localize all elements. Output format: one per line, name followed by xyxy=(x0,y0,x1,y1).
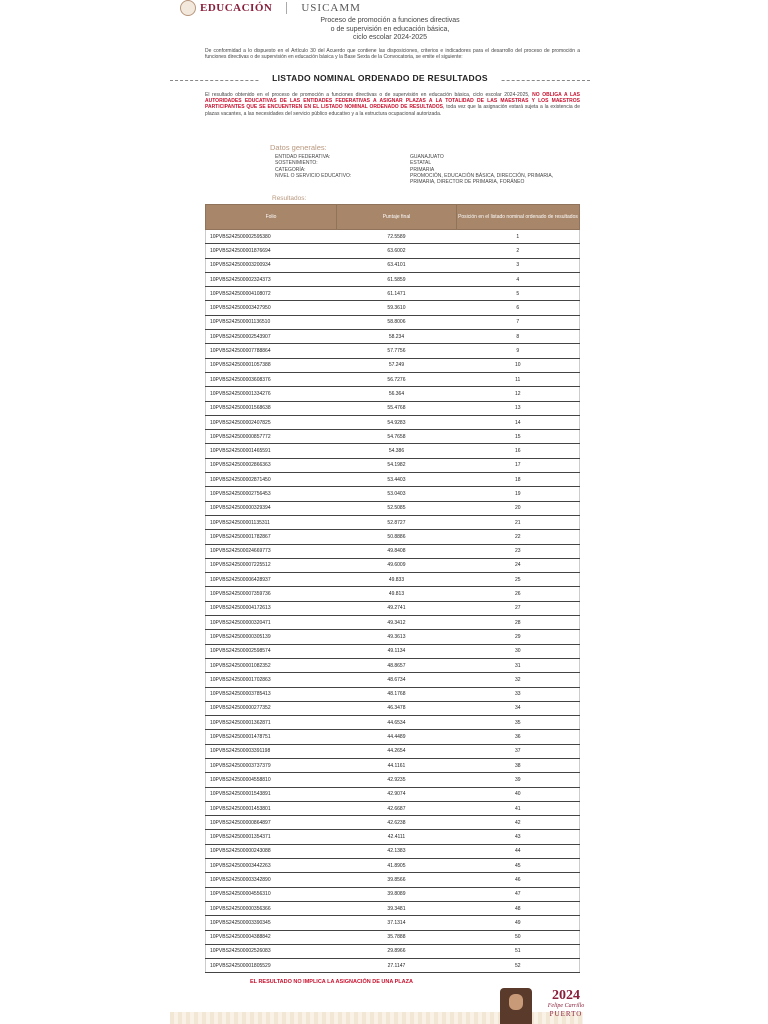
posicion-cell: 33 xyxy=(456,687,579,701)
table-row xyxy=(206,544,580,558)
folio-cell: 10PVBS242500006428937 xyxy=(206,573,337,587)
posicion-cell: 24 xyxy=(456,558,579,572)
table-row xyxy=(206,916,580,930)
folio-cell: 10PVBS242500003785413 xyxy=(206,687,337,701)
posicion-cell: 19 xyxy=(456,487,579,501)
datos-generales xyxy=(275,154,570,185)
table-row xyxy=(206,887,580,901)
posicion-cell: 35 xyxy=(456,716,579,730)
brand-place: PUERTO xyxy=(549,1010,583,1018)
table-row xyxy=(206,859,580,873)
table-row xyxy=(206,844,580,858)
posicion-cell: 4 xyxy=(456,272,579,286)
table-row xyxy=(206,230,580,244)
notice-part-1: El resultado obtenido en el proceso de promoción a funciones directivas o de supervisión en educación básica, ciclo escolar 2024-2025, xyxy=(205,92,533,98)
folio-cell: 10PVBS242500001702863 xyxy=(206,673,337,687)
puntaje-cell: 59.3610 xyxy=(336,301,456,315)
posicion-cell: 5 xyxy=(456,287,579,301)
puntaje-cell: 53.4403 xyxy=(336,473,456,487)
puntaje-cell: 48.1768 xyxy=(336,687,456,701)
posicion-cell: 11 xyxy=(456,372,579,386)
posicion-cell: 17 xyxy=(456,458,579,472)
table-row xyxy=(206,801,580,815)
folio-cell: 10PVBS242500001453801 xyxy=(206,801,337,815)
folio-cell: 10PVBS242500003737379 xyxy=(206,758,337,772)
puntaje-cell: 54.7658 xyxy=(336,430,456,444)
posicion-cell: 14 xyxy=(456,415,579,429)
table-row xyxy=(206,630,580,644)
puntaje-cell: 54.1982 xyxy=(336,458,456,472)
table-row xyxy=(206,687,580,701)
table-row xyxy=(206,644,580,658)
puntaje-cell: 42.6238 xyxy=(336,816,456,830)
posicion-cell: 9 xyxy=(456,344,579,358)
table-row xyxy=(206,344,580,358)
folio-cell: 10PVBS242500004558810 xyxy=(206,773,337,787)
table-row xyxy=(206,244,580,258)
table-row xyxy=(206,658,580,672)
folio-cell: 10PVBS242500001465591 xyxy=(206,444,337,458)
table-row xyxy=(206,330,580,344)
folio-cell: 10PVBS242500004108072 xyxy=(206,287,337,301)
folio-cell: 10PVBS242500000864897 xyxy=(206,816,337,830)
puntaje-cell: 56.7276 xyxy=(336,372,456,386)
puntaje-cell: 57.249 xyxy=(336,358,456,372)
puntaje-cell: 42.4111 xyxy=(336,830,456,844)
posicion-cell: 1 xyxy=(456,230,579,244)
folio-cell: 10PVBS242500004172613 xyxy=(206,601,337,615)
table-row xyxy=(206,730,580,744)
table-row xyxy=(206,515,580,529)
folio-cell: 10PVBS242500004556310 xyxy=(206,887,337,901)
puntaje-cell: 44.2654 xyxy=(336,744,456,758)
folio-cell: 10PVBS242500004388842 xyxy=(206,930,337,944)
datos-key: CATEGORÍA: xyxy=(275,166,306,173)
table-row xyxy=(206,601,580,615)
posicion-cell: 40 xyxy=(456,787,579,801)
posicion-cell: 13 xyxy=(456,401,579,415)
folio-cell: 10PVBS242500001334276 xyxy=(206,387,337,401)
folio-cell: 10PVBS242500003342890 xyxy=(206,873,337,887)
table-row xyxy=(206,415,580,429)
puntaje-cell: 49.1134 xyxy=(336,644,456,658)
puntaje-cell: 48.8657 xyxy=(336,658,456,672)
posicion-cell: 48 xyxy=(456,901,579,915)
posicion-cell: 37 xyxy=(456,744,579,758)
folio-cell: 10PVBS242500002866363 xyxy=(206,458,337,472)
posicion-cell: 3 xyxy=(456,258,579,272)
table-row xyxy=(206,387,580,401)
folio-cell: 10PVBS242500003608376 xyxy=(206,372,337,386)
logo-educacion-text: EDUCACIÓN xyxy=(200,2,273,14)
posicion-cell: 18 xyxy=(456,473,579,487)
folio-cell: 10PVBS242500007359736 xyxy=(206,587,337,601)
table-row xyxy=(206,587,580,601)
puntaje-cell: 61.1471 xyxy=(336,287,456,301)
brand-year: 2024 xyxy=(552,988,580,1003)
table-row xyxy=(206,444,580,458)
puntaje-cell: 49.833 xyxy=(336,573,456,587)
sep-logo xyxy=(180,0,272,16)
table-row xyxy=(206,258,580,272)
table-row xyxy=(206,558,580,572)
notice-warning: NO OBLIGA A LAS AUTORIDADES EDUCATIVAS DE LAS ENTIDADES FEDERATIVAS A ASIGNAR PLAZAS A LA TOTALIDAD DE LAS MAESTRAS Y LOS MAESTROS PARTICIPANTES QUE SE ENCUENTREN EN EL LISTADO NOMINAL ORDENADO DE RESULTADOS xyxy=(205,92,580,111)
table-row xyxy=(206,372,580,386)
table-row xyxy=(206,959,580,973)
datos-generales-title: Datos generales: xyxy=(270,143,327,152)
table-row xyxy=(206,773,580,787)
puntaje-cell: 61.5859 xyxy=(336,272,456,286)
resultados-title: Resultados: xyxy=(272,195,307,202)
puntaje-cell: 54.386 xyxy=(336,444,456,458)
results-table xyxy=(205,204,580,973)
seal-icon xyxy=(180,0,196,16)
table-row xyxy=(206,944,580,958)
datos-value: GUANAJUATO xyxy=(410,154,444,160)
posicion-cell: 49 xyxy=(456,916,579,930)
puntaje-cell: 55.4768 xyxy=(336,401,456,415)
table-body xyxy=(206,230,580,973)
puntaje-cell: 42.1383 xyxy=(336,844,456,858)
table-row xyxy=(206,758,580,772)
folio-cell: 10PVBS242500002756453 xyxy=(206,487,337,501)
table-row xyxy=(206,673,580,687)
posicion-cell: 31 xyxy=(456,658,579,672)
folio-cell: 10PVBS242500001135311 xyxy=(206,515,337,529)
table-row xyxy=(206,487,580,501)
posicion-cell: 44 xyxy=(456,844,579,858)
puntaje-cell: 46.3478 xyxy=(336,701,456,715)
puntaje-cell: 49.813 xyxy=(336,587,456,601)
folio-cell: 10PVBS242500001543891 xyxy=(206,787,337,801)
table-row xyxy=(206,930,580,944)
posicion-cell: 38 xyxy=(456,758,579,772)
puntaje-cell: 37.1314 xyxy=(336,916,456,930)
posicion-cell: 26 xyxy=(456,587,579,601)
datos-value: PROMOCIÓN, EDUCACIÓN BÁSICA, DIRECCIÓN, PRIMARIA, PRIMARIA, DIRECTOR DE PRIMARIA, FORÁNEO xyxy=(410,172,554,186)
folio-cell: 10PVBS242500001478751 xyxy=(206,730,337,744)
folio-cell: 10PVBS242500002595380 xyxy=(206,230,337,244)
posicion-cell: 15 xyxy=(456,430,579,444)
folio-cell: 10PVBS242500000329394 xyxy=(206,501,337,515)
folio-cell: 10PVBS242500002598574 xyxy=(206,644,337,658)
puntaje-cell: 44.1161 xyxy=(336,758,456,772)
puntaje-cell: 35.7888 xyxy=(336,930,456,944)
posicion-cell: 36 xyxy=(456,730,579,744)
puntaje-cell: 39.8566 xyxy=(336,873,456,887)
posicion-cell: 27 xyxy=(456,601,579,615)
title-line-3: ciclo escolar 2024-2025 xyxy=(353,34,427,41)
posicion-cell: 25 xyxy=(456,573,579,587)
posicion-cell: 45 xyxy=(456,859,579,873)
title-line-2: o de supervisión en educación básica, xyxy=(330,25,450,33)
table-row xyxy=(206,573,580,587)
table-row xyxy=(206,458,580,472)
posicion-cell: 16 xyxy=(456,444,579,458)
header xyxy=(180,0,361,16)
datos-row xyxy=(275,173,570,186)
posicion-cell: 50 xyxy=(456,930,579,944)
folio-cell: 10PVBS242500001805529 xyxy=(206,959,337,973)
datos-value: PRIMARIA xyxy=(410,166,435,173)
posicion-cell: 52 xyxy=(456,959,579,973)
folio-cell: 10PVBS242500001876694 xyxy=(206,244,337,258)
posicion-cell: 23 xyxy=(456,544,579,558)
puntaje-cell: 42.9074 xyxy=(336,787,456,801)
datos-key: SOSTENIMIENTO: xyxy=(275,160,318,167)
table-row xyxy=(206,358,580,372)
folio-cell: 10PVBS242500000305139 xyxy=(206,630,337,644)
puntaje-cell: 41.8905 xyxy=(336,859,456,873)
posicion-cell: 21 xyxy=(456,515,579,529)
folio-cell: 10PVBS242500000356366 xyxy=(206,901,337,915)
posicion-cell: 28 xyxy=(456,616,579,630)
header-puntaje: Puntaje final xyxy=(336,205,456,230)
table-row xyxy=(206,716,580,730)
posicion-cell: 30 xyxy=(456,644,579,658)
table-row xyxy=(206,501,580,515)
posicion-cell: 51 xyxy=(456,944,579,958)
puntaje-cell: 58.8006 xyxy=(336,315,456,329)
table-row xyxy=(206,287,580,301)
table-row xyxy=(206,830,580,844)
folio-cell: 10PVBS242500000243088 xyxy=(206,844,337,858)
header-posicion: Posición en el listado nominal ordenado de resultados xyxy=(456,205,579,230)
posicion-cell: 8 xyxy=(456,330,579,344)
table-row xyxy=(206,816,580,830)
posicion-cell: 42 xyxy=(456,816,579,830)
folio-cell: 10PVBS242500001136510 xyxy=(206,315,337,329)
folio-cell: 10PVBS242500002324373 xyxy=(206,272,337,286)
notice-paragraph xyxy=(205,92,580,117)
puntaje-cell: 54.9283 xyxy=(336,415,456,429)
folio-cell: 10PVBS242500002407825 xyxy=(206,415,337,429)
portrait-face xyxy=(509,994,523,1010)
posicion-cell: 39 xyxy=(456,773,579,787)
datos-key: NIVEL O SERVICIO EDUCATIVO: xyxy=(275,172,352,179)
puntaje-cell: 48.6734 xyxy=(336,673,456,687)
puntaje-cell: 27.1147 xyxy=(336,959,456,973)
posicion-cell: 10 xyxy=(456,358,579,372)
folio-cell: 10PVBS242500000320471 xyxy=(206,616,337,630)
brand-2024-logo xyxy=(536,989,596,1018)
logo-divider xyxy=(286,2,287,14)
posicion-cell: 47 xyxy=(456,887,579,901)
puntaje-cell: 56.364 xyxy=(336,387,456,401)
folio-cell: 10PVBS242500003427950 xyxy=(206,301,337,315)
table-row xyxy=(206,530,580,544)
puntaje-cell: 52.5085 xyxy=(336,501,456,515)
puntaje-cell: 49.2741 xyxy=(336,601,456,615)
folio-cell: 10PVBS242500007225512 xyxy=(206,558,337,572)
folio-cell: 10PVBS242500000857772 xyxy=(206,430,337,444)
posicion-cell: 32 xyxy=(456,673,579,687)
puntaje-cell: 58.234 xyxy=(336,330,456,344)
table-row xyxy=(206,744,580,758)
folio-cell: 10PVBS242500001057388 xyxy=(206,358,337,372)
notice-part-3: , toda vez que la asignación estará sujeta a la existencia de plazas vacantes, a las necesidades del servicio público educativo y a la estructura ocupacional autorizada. xyxy=(205,104,580,117)
puntaje-cell: 52.8727 xyxy=(336,515,456,529)
datos-value: ESTATAL xyxy=(410,160,432,167)
puntaje-cell: 49.3412 xyxy=(336,616,456,630)
document-title xyxy=(210,17,570,43)
posicion-cell: 34 xyxy=(456,701,579,715)
table-row xyxy=(206,616,580,630)
folio-cell: 10PVBS242500001568638 xyxy=(206,401,337,415)
table-row xyxy=(206,701,580,715)
table-row xyxy=(206,901,580,915)
folio-cell: 10PVBS242500003391198 xyxy=(206,744,337,758)
folio-cell: 10PVBS242500001782867 xyxy=(206,530,337,544)
table-row xyxy=(206,430,580,444)
folio-cell: 10PVBS242500024669773 xyxy=(206,544,337,558)
posicion-cell: 43 xyxy=(456,830,579,844)
puntaje-cell: 49.3613 xyxy=(336,630,456,644)
portrait-image xyxy=(500,988,532,1024)
table-row xyxy=(206,301,580,315)
folio-cell: 10PVBS242500002526083 xyxy=(206,944,337,958)
puntaje-cell: 57.7756 xyxy=(336,344,456,358)
datos-key: ENTIDAD FEDERATIVA: xyxy=(275,154,331,160)
puntaje-cell: 63.6002 xyxy=(336,244,456,258)
folio-cell: 10PVBS242500003442263 xyxy=(206,859,337,873)
puntaje-cell: 39.8089 xyxy=(336,887,456,901)
intro-text: De conformidad a lo dispuesto en el Artículo 30 del Acuerdo que contiene las disposiciones, criterios e indicadores para el desarrollo del proceso de promoción a funciones directivas o de supervisión en educación básica y la Base Sexta de la Convocatoria, se emite el siguiente: xyxy=(205,48,580,60)
posicion-cell: 12 xyxy=(456,387,579,401)
puntaje-cell: 42.9235 xyxy=(336,773,456,787)
folio-cell: 10PVBS242500001354371 xyxy=(206,830,337,844)
section-banner xyxy=(170,73,590,85)
usicamm-logo: USICAMM xyxy=(301,2,361,14)
folio-cell: 10PVBS242500003390345 xyxy=(206,916,337,930)
table-row xyxy=(206,315,580,329)
puntaje-cell: 49.8408 xyxy=(336,544,456,558)
table-header-row xyxy=(206,205,580,230)
table-row xyxy=(206,272,580,286)
puntaje-cell: 53.0403 xyxy=(336,487,456,501)
posicion-cell: 41 xyxy=(456,801,579,815)
folio-cell: 10PVBS242500003200934 xyxy=(206,258,337,272)
folio-cell: 10PVBS242500007788864 xyxy=(206,344,337,358)
brand-name: Felipe Carrillo xyxy=(547,1003,585,1009)
posicion-cell: 6 xyxy=(456,301,579,315)
puntaje-cell: 72.5589 xyxy=(336,230,456,244)
puntaje-cell: 50.8886 xyxy=(336,530,456,544)
posicion-cell: 2 xyxy=(456,244,579,258)
table-row xyxy=(206,473,580,487)
puntaje-cell: 29.8966 xyxy=(336,944,456,958)
banner-label: LISTADO NOMINAL ORDENADO DE RESULTADOS xyxy=(260,73,500,83)
posicion-cell: 7 xyxy=(456,315,579,329)
posicion-cell: 22 xyxy=(456,530,579,544)
puntaje-cell: 49.6009 xyxy=(336,558,456,572)
puntaje-cell: 39.3481 xyxy=(336,901,456,915)
folio-cell: 10PVBS242500002871450 xyxy=(206,473,337,487)
posicion-cell: 20 xyxy=(456,501,579,515)
header-folio: Folio xyxy=(206,205,337,230)
posicion-cell: 29 xyxy=(456,630,579,644)
table-row xyxy=(206,873,580,887)
posicion-cell: 46 xyxy=(456,873,579,887)
table-row xyxy=(206,787,580,801)
table-row xyxy=(206,401,580,415)
footer-note: EL RESULTADO NO IMPLICA LA ASIGNACIÓN DE UNA PLAZA xyxy=(250,979,413,985)
folio-cell: 10PVBS242500001082352 xyxy=(206,658,337,672)
puntaje-cell: 44.6534 xyxy=(336,716,456,730)
folio-cell: 10PVBS242500001362871 xyxy=(206,716,337,730)
puntaje-cell: 44.4489 xyxy=(336,730,456,744)
title-line-1: Proceso de promoción a funciones directivas xyxy=(320,17,460,24)
puntaje-cell: 63.4101 xyxy=(336,258,456,272)
folio-cell: 10PVBS242500002543907 xyxy=(206,330,337,344)
puntaje-cell: 42.6687 xyxy=(336,801,456,815)
folio-cell: 10PVBS242500000277352 xyxy=(206,701,337,715)
